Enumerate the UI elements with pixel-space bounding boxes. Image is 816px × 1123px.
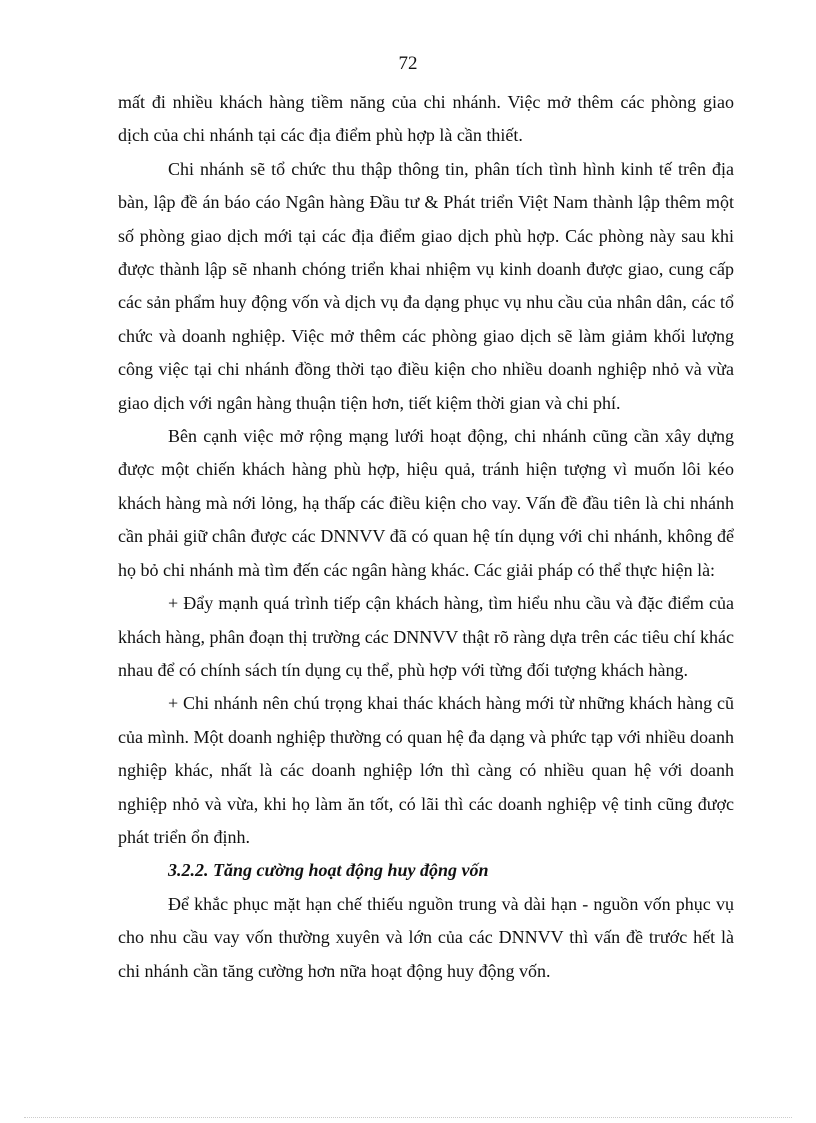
paragraph-customer-strategy: Bên cạnh việc mở rộng mạng lưới hoạt động, chi nhánh cũng cần xây dựng được một chiến khách hàng phù hợp, hiệu quả, tránh hiện tượng vì muốn lôi kéo khách hàng mà nới lỏng, hạ thấp các điều kiện cho vay. Vấn đề đầu tiên là chi nhánh cần phải giữ chân được các DNNVV đã có quan hệ tín dụng với chi nhánh, không để họ bỏ chi nhánh mà tìm đến các ngân hàng khác. Các giải pháp có thể thực hiện là: (118, 426, 734, 580)
page-bottom-divider (24, 1117, 792, 1118)
document-body (118, 86, 734, 988)
paragraph-capital-mobilization: Để khắc phục mặt hạn chế thiếu nguồn trung và dài hạn - nguồn vốn phục vụ cho nhu cầu vay vốn thường xuyên và lớn của các DNNVV thì vấn đề trước hết là chi nhánh cần tăng cường hơn nữa hoạt động huy động vốn. (118, 893, 734, 981)
bullet-approach-customers: + Đẩy mạnh quá trình tiếp cận khách hàng, tìm hiểu nhu cầu và đặc điểm của khách hàng, phân đoạn thị trường các DNNVV thật rõ ràng dựa trên các tiêu chí khác nhau để có chính sách tín dụng cụ thể, phù hợp với từng đối tượng khách hàng. (118, 593, 734, 680)
paragraph-continuation: mất đi nhiều khách hàng tiềm năng của chi nhánh. Việc mở thêm các phòng giao dịch của chi nhánh tại các địa điểm phù hợp là cần thiết. (118, 92, 734, 146)
page-number: 72 (398, 53, 418, 74)
section-heading: 3.2.2. Tăng cường hoạt động huy động vốn (168, 860, 489, 881)
bullet-new-customers: + Chi nhánh nên chú trọng khai thác khách hàng mới từ những khách hàng cũ của mình. Một doanh nghiệp thường có quan hệ đa dạng và phức tạp với nhiều doanh nghiệp khác, nhất là các doanh nghiệp lớn thì càng có nhiều quan hệ với doanh nghiệp nhỏ và vừa, khi họ làm ăn tốt, có lãi thì các doanh nghiệp vệ tinh cũng được phát triển ổn định. (118, 693, 734, 847)
paragraph-branch-expansion: Chi nhánh sẽ tổ chức thu thập thông tin, phân tích tình hình kinh tế trên địa bàn, lập đề án báo cáo Ngân hàng Đầu tư & Phát triển Việt Nam thành lập thêm một số phòng giao dịch mới tại các địa điểm giao dịch phù hợp. Các phòng này sau khi được thành lập sẽ nhanh chóng triển khai nhiệm vụ kinh doanh được giao, cung cấp các sản phẩm huy động vốn và dịch vụ đa dạng phục vụ nhu cầu của nhân dân, các tổ chức và doanh nghiệp. Việc mở thêm các phòng giao dịch sẽ làm giảm khối lượng công việc tại chi nhánh đồng thời tạo điều kiện cho nhiều doanh nghiệp nhỏ và vừa giao dịch với ngân hàng thuận tiện hơn, tiết kiệm thời gian và chi phí. (118, 158, 734, 413)
